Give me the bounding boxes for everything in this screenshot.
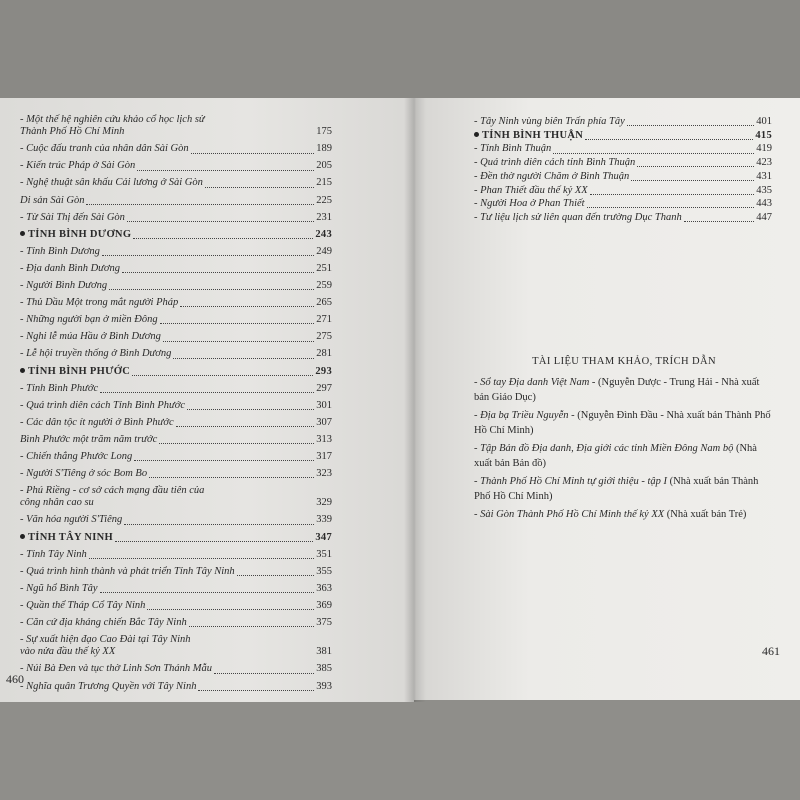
toc-entry xyxy=(20,451,332,463)
toc-section xyxy=(474,130,772,142)
toc-entry xyxy=(474,212,772,224)
reference-item xyxy=(474,408,774,438)
bullet-icon xyxy=(20,534,25,539)
entry-title: - Những người bạn ở miền Đông xyxy=(20,314,158,326)
dot-leader xyxy=(180,306,314,307)
dot-leader xyxy=(132,375,313,376)
toc-entry xyxy=(20,434,332,446)
reference-details: (Nhà xuất bản Bản đồ) xyxy=(474,443,757,469)
dot-leader xyxy=(124,524,314,525)
references-section xyxy=(474,356,774,525)
entry-page-number: 415 xyxy=(755,129,772,141)
dot-leader xyxy=(585,139,753,140)
bullet-icon xyxy=(20,368,25,373)
entry-title: - Núi Bà Đen và tục thờ Linh Sơn Thánh Mẫu xyxy=(20,663,213,675)
reference-item xyxy=(474,375,774,405)
entry-title: - Người S'Tiêng ở sóc Bom Bo xyxy=(20,468,148,480)
toc-section xyxy=(20,532,332,544)
dot-leader xyxy=(159,443,314,444)
dot-leader xyxy=(100,392,314,393)
entry-page-number: 251 xyxy=(316,262,332,274)
toc-entry xyxy=(20,195,332,207)
entry-title: - Quá trình diên cách Tỉnh Bình Phước xyxy=(20,399,186,411)
dot-leader xyxy=(122,272,314,273)
background-top xyxy=(0,0,800,100)
entry-title: - Nghi lễ múa Hầu ở Bình Dương xyxy=(20,331,161,343)
entry-page-number: 323 xyxy=(316,468,332,480)
entry-page-number: 355 xyxy=(316,565,332,577)
entry-title: - Các dân tộc ít người ở Bình Phước xyxy=(20,416,174,428)
entry-title: - Tỉnh Tây Ninh xyxy=(20,548,87,560)
entry-page-number: 369 xyxy=(316,599,332,611)
dot-leader xyxy=(198,690,314,691)
reference-details: - (Nguyễn Đình Đầu - Nhà xuất bản Thành Phố Hồ Chí Minh) xyxy=(474,410,771,436)
reference-item xyxy=(474,507,774,522)
toc-entry xyxy=(20,314,332,326)
toc-entry xyxy=(20,280,332,292)
entry-page-number: 275 xyxy=(316,331,332,343)
dot-leader xyxy=(133,238,313,239)
reference-item xyxy=(474,441,774,471)
entry-page-number: 347 xyxy=(315,531,332,543)
entry-page-number: 281 xyxy=(316,348,332,360)
reference-details: - (Nguyễn Dược - Trung Hải - Nhà xuất bản Giáo Dục) xyxy=(474,377,760,403)
entry-page-number: 271 xyxy=(316,314,332,326)
entry-title: - Thủ Dầu Một trong mắt người Pháp xyxy=(20,297,179,309)
dot-leader xyxy=(89,558,314,559)
toc-entry xyxy=(20,212,332,224)
toc-entry xyxy=(20,383,332,395)
section-title: TỈNH BÌNH DƯƠNG xyxy=(28,228,132,240)
entry-page-number: 385 xyxy=(316,663,332,675)
dot-leader xyxy=(587,207,755,208)
entry-page-number: 243 xyxy=(315,228,332,240)
toc-entry xyxy=(20,348,332,360)
dot-leader xyxy=(147,609,314,610)
entry-page-number: 393 xyxy=(316,680,332,692)
entry-page-number: 225 xyxy=(316,194,332,206)
dot-leader xyxy=(237,575,315,576)
toc-entry xyxy=(20,160,332,172)
entry-page-number: 307 xyxy=(316,416,332,428)
dot-leader xyxy=(100,592,315,593)
table-of-contents-right xyxy=(474,116,772,226)
reference-title: - Thành Phố Hồ Chí Minh tự giới thiệu - tập I xyxy=(474,476,668,487)
entry-title: - Tỉnh Bình Phước xyxy=(20,382,99,394)
entry-page-number: 431 xyxy=(756,170,772,182)
entry-title: - Quá trình hình thành và phát triển Tỉnh Tây Ninh xyxy=(20,565,235,577)
toc-entry xyxy=(474,157,772,169)
entry-page-number: 435 xyxy=(756,184,772,196)
reference-details: (Nhà xuất bản Thành Phố Hồ Chí Minh) xyxy=(474,476,759,502)
toc-entry xyxy=(20,566,332,578)
right-page xyxy=(414,98,800,700)
toc-entry xyxy=(20,331,332,343)
dot-leader xyxy=(86,204,314,205)
dot-leader xyxy=(176,426,315,427)
dot-leader xyxy=(127,221,314,222)
entry-title: Di sản Sài Gòn xyxy=(20,194,85,206)
entry-title: - Tỉnh Bình Dương xyxy=(20,245,100,257)
entry-page-number: 175 xyxy=(316,126,332,138)
page-number-right: 461 xyxy=(762,644,780,658)
toc-entry xyxy=(20,617,332,629)
toc-section xyxy=(20,229,332,241)
table-of-contents-left xyxy=(20,114,332,698)
toc-entry xyxy=(20,177,332,189)
entry-page-number: 313 xyxy=(316,433,332,445)
entry-page-number: 231 xyxy=(316,211,332,223)
entry-title: - Cuộc đấu tranh của nhân dân Sài Gòn xyxy=(20,143,189,155)
page-number-left: 460 xyxy=(6,672,24,686)
book-gutter xyxy=(404,98,426,702)
entry-page-number: 293 xyxy=(315,365,332,377)
toc-entry xyxy=(20,297,332,309)
dot-leader xyxy=(590,194,755,195)
entry-page-number: 443 xyxy=(756,198,772,210)
toc-entry xyxy=(20,143,332,155)
dot-leader xyxy=(102,255,314,256)
dot-leader xyxy=(137,170,314,171)
dot-leader xyxy=(214,673,314,674)
entry-title: - Chiến thắng Phước Long xyxy=(20,450,133,462)
section-title: TỈNH BÌNH PHƯỚC xyxy=(28,365,131,377)
entry-title: - Quá trình diên cách tỉnh Bình Thuận xyxy=(474,157,636,169)
dot-leader xyxy=(115,541,313,542)
entry-page-number: 297 xyxy=(316,382,332,394)
toc-entry xyxy=(20,485,332,509)
dot-leader xyxy=(553,153,754,154)
entry-page-number: 351 xyxy=(316,548,332,560)
dot-leader xyxy=(160,323,315,324)
entry-title: - Từ Sài Thị đến Sài Gòn xyxy=(20,211,125,223)
entry-title: - Đền thờ người Chăm ở Bình Thuận xyxy=(474,170,630,182)
entry-page-number: 329 xyxy=(316,497,332,509)
toc-entry xyxy=(20,263,332,275)
toc-entry xyxy=(20,400,332,412)
entry-page-number: 363 xyxy=(316,582,332,594)
bullet-icon xyxy=(20,231,25,236)
references-title: TÀI LIỆU THAM KHẢO, TRÍCH DẪN xyxy=(532,356,716,367)
entry-page-number: 301 xyxy=(316,399,332,411)
toc-entry xyxy=(20,681,332,693)
entry-title: - Căn cứ địa kháng chiến Bắc Tây Ninh xyxy=(20,617,187,629)
toc-entry xyxy=(20,600,332,612)
reference-details: (Nhà xuất bản Trẻ) xyxy=(664,509,747,520)
entry-title-continued: Thành Phố Hồ Chí Minh xyxy=(20,126,125,138)
dot-leader xyxy=(134,460,314,461)
entry-title: - Tây Ninh vùng biên Trấn phía Tây xyxy=(474,116,625,127)
entry-title: Bình Phước một trăm năm trước xyxy=(20,433,158,445)
toc-entry xyxy=(20,246,332,258)
toc-entry xyxy=(474,143,772,155)
dot-leader xyxy=(205,187,314,188)
entry-title-continued: công nhân cao su xyxy=(20,497,94,509)
section-title: TỈNH BÌNH THUẬN xyxy=(482,129,584,141)
entry-title: - Người Hoa ở Phan Thiết xyxy=(474,198,585,210)
entry-page-number: 339 xyxy=(316,514,332,526)
dot-leader xyxy=(189,626,315,627)
toc-entry xyxy=(20,583,332,595)
entry-title: - Địa danh Bình Dương xyxy=(20,262,120,274)
entry-title: - Văn hóa người S'Tiêng xyxy=(20,514,123,526)
toc-entry xyxy=(474,198,772,210)
entry-title: - Ngũ hổ Bình Tây xyxy=(20,582,98,594)
entry-page-number: 265 xyxy=(316,297,332,309)
entry-title: - Phan Thiết đầu thế kỷ XX xyxy=(474,184,588,196)
dot-leader xyxy=(191,153,315,154)
background-bottom xyxy=(0,700,800,800)
toc-entry xyxy=(20,114,332,138)
toc-entry xyxy=(20,514,332,526)
entry-title: - Quần thể Tháp Cổ Tây Ninh xyxy=(20,599,146,611)
entry-page-number: 189 xyxy=(316,143,332,155)
reference-item xyxy=(474,474,774,504)
dot-leader xyxy=(109,289,314,290)
entry-page-number: 375 xyxy=(316,617,332,629)
toc-entry xyxy=(474,116,772,128)
references-list xyxy=(474,375,774,522)
entry-title: - Tư liệu lịch sử liên quan đến trường Dục Thanh xyxy=(474,211,682,223)
toc-entry xyxy=(20,663,332,675)
dot-leader xyxy=(684,221,755,222)
dot-leader xyxy=(163,341,314,342)
toc-entry xyxy=(474,185,772,197)
toc-entry xyxy=(20,417,332,429)
entry-page-number: 259 xyxy=(316,280,332,292)
entry-page-number: 401 xyxy=(756,116,772,127)
entry-title-continued: vào nửa đầu thế kỷ XX xyxy=(20,646,116,658)
entry-page-number: 205 xyxy=(316,160,332,172)
entry-title: - Một thế hệ nghiên cứu khảo cổ học lịch sử xyxy=(20,114,205,125)
section-title: TỈNH TÂY NINH xyxy=(28,531,113,543)
toc-entry xyxy=(20,634,332,658)
dot-leader xyxy=(637,166,754,167)
dot-leader xyxy=(187,409,314,410)
dot-leader xyxy=(149,477,314,478)
bullet-icon xyxy=(474,132,479,137)
entry-title: - Phú Riềng - cơ sở cách mạng đầu tiên của xyxy=(20,485,205,497)
reference-title: - Địa bạ Triều Nguyễn xyxy=(474,410,569,421)
entry-page-number: 419 xyxy=(756,143,772,155)
entry-page-number: 215 xyxy=(316,177,332,189)
entry-title: - Sự xuất hiện đạo Cao Đài tại Tây Ninh xyxy=(20,634,191,646)
toc-entry xyxy=(20,468,332,480)
entry-title: - Tỉnh Bình Thuận xyxy=(474,143,552,155)
reference-title: - Sài Gòn Thành Phố Hồ Chí Minh thế kỷ XX xyxy=(474,509,665,520)
entry-title: - Kiến trúc Pháp ở Sài Gòn xyxy=(20,160,136,172)
left-page xyxy=(0,98,414,702)
toc-entry xyxy=(474,171,772,183)
entry-title: - Nghệ thuật sân khấu Cải lương ở Sài Gòn xyxy=(20,177,203,189)
dot-leader xyxy=(173,358,314,359)
entry-page-number: 317 xyxy=(316,450,332,462)
reference-title: - Sổ tay Địa danh Việt Nam xyxy=(474,377,590,388)
dot-leader xyxy=(631,180,754,181)
dot-leader xyxy=(627,125,754,126)
entry-page-number: 381 xyxy=(316,646,332,658)
entry-page-number: 249 xyxy=(316,245,332,257)
reference-title: - Tập Bản đồ Địa danh, Địa giới các tỉnh Miền Đông Nam bộ xyxy=(474,443,734,454)
entry-title: - Lễ hội truyền thống ở Bình Dương xyxy=(20,348,172,360)
entry-title: - Người Bình Dương xyxy=(20,280,108,292)
entry-title: - Nghĩa quân Trương Quyền với Tây Ninh xyxy=(20,680,197,692)
entry-page-number: 423 xyxy=(756,157,772,169)
toc-entry xyxy=(20,549,332,561)
entry-page-number: 447 xyxy=(756,211,772,223)
toc-section xyxy=(20,366,332,378)
